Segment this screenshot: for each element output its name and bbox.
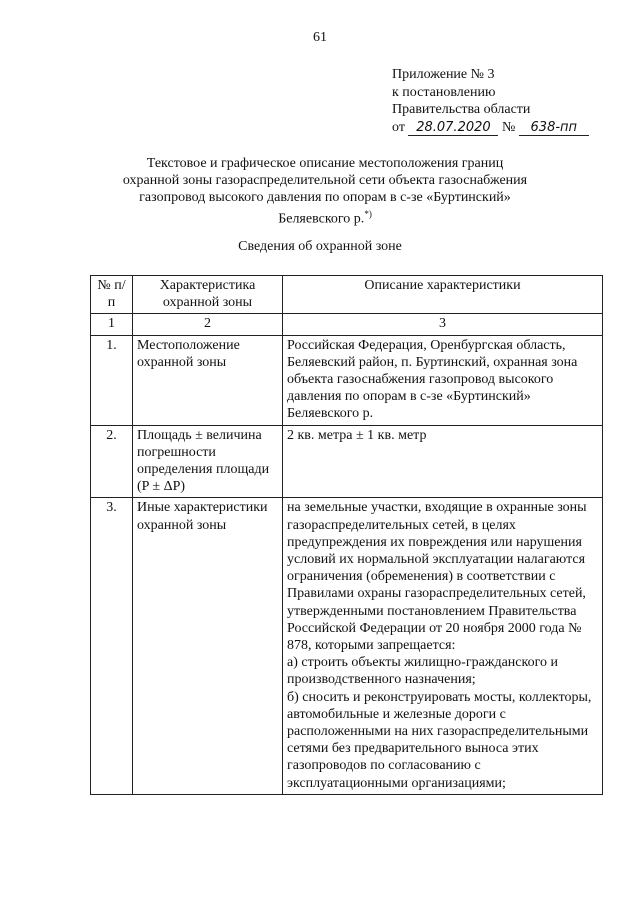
footnote-mark: *) [364, 209, 372, 219]
row-description: Российская Федерация, Оренбургская область, Беляевский район, п. Буртинский, охранная зона объекта газоснабжения газопровод высокого давления по опорам в с-зе «Буртинский» Беляевского р. [283, 335, 603, 425]
title-line: Текстовое и графическое описание местоположения границ [146, 156, 504, 171]
title-line: Беляевского р.*) [278, 209, 372, 227]
header-characteristic: Характеристика охранной зоны [133, 276, 283, 314]
section-title: Сведения об охранной зоне [238, 239, 402, 254]
header-number: № п/п [91, 276, 133, 314]
row-number: 2. [91, 425, 133, 498]
row-characteristic: Местоположение охранной зоны [133, 335, 283, 425]
number-prefix: № [501, 119, 516, 135]
appendix-to-resolution: к постановлению [392, 84, 496, 100]
table-row [91, 498, 603, 794]
row-description [283, 498, 603, 794]
title-line: охранной зоны газораспределительной сети объекта газоснабжения [122, 173, 528, 188]
table-row [91, 335, 603, 425]
table-row [91, 425, 603, 498]
index-cell: 1 [91, 314, 133, 335]
index-row [91, 314, 603, 335]
description-paragraph: а) строить объекты жилищно-гражданского и производственного назначения; [287, 655, 558, 688]
row-characteristic: Иные характеристики охранной зоны [133, 498, 283, 794]
description-paragraph: на земельные участки, входящие в охранные зоны газораспределительных сетей, в целях предупреждения их повреждения или нарушения условий их нормальной эксплуатации налагаются ограничения (обременения) в соответствии с Правилами охраны газораспределительных сетей, утвержденными постановлением Правительства Российской Федерации от 20 ноября 2000 года № 878, которыми запрещается: [287, 500, 587, 654]
appendix-government: Правительства области [392, 102, 531, 117]
page-number: 61 [313, 30, 327, 45]
index-cell: 3 [283, 314, 603, 335]
appendix-title: Приложение № 3 [392, 67, 495, 82]
index-cell: 2 [133, 314, 283, 335]
handwritten-number: 638-пп [519, 120, 589, 136]
zone-table [90, 275, 603, 795]
appendix-block [392, 66, 589, 136]
row-characteristic: Площадь ± величина погрешности определения площади (P ± ΔP) [133, 425, 283, 498]
appendix-date-number [392, 119, 589, 137]
header-description: Описание характеристики [283, 276, 603, 314]
title-line: газопровод высокого давления по опорам в с-зе «Буртинский» [139, 190, 511, 205]
row-number: 3. [91, 498, 133, 794]
row-number: 1. [91, 335, 133, 425]
description-paragraph: б) сносить и реконструировать мосты, коллекторы, автомобильные и железные дороги с расположенными на них газораспределительными сетями без предварительного выноса этих газопроводов по согласованию с эксплуатационными организациями; [287, 689, 592, 791]
date-prefix: от [392, 119, 405, 135]
handwritten-date: 28.07.2020 [408, 120, 498, 136]
header-row [91, 276, 603, 314]
document-title [108, 155, 542, 228]
row-description: 2 кв. метра ± 1 кв. метр [283, 425, 603, 498]
